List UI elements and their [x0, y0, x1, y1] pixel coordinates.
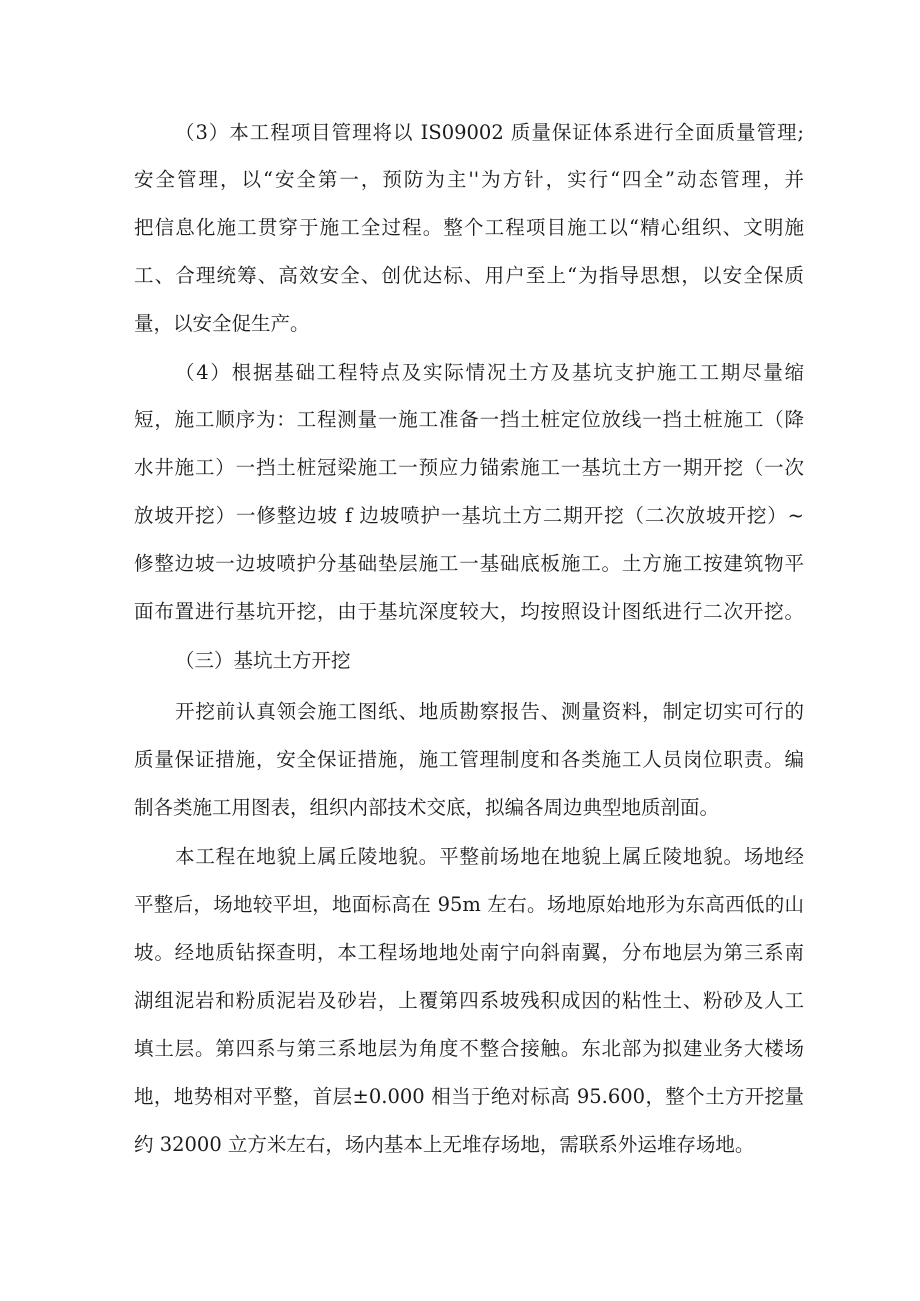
paragraph-1-line-4: 工、合理统筹、高效安全、创优达标、用户至上“为指导思想，以安全保质 [134, 264, 804, 287]
paragraph-1-line-1: （3）本工程项目管理将以 IS09002 质量保证体系进行全面质量管理; [175, 121, 804, 144]
paragraph-2-line-4: 放坡开挖）一修整边坡 f 边坡喷护一基坑土方二期开挖（二次放坡开挖）~ [134, 504, 804, 527]
section-heading: （三）基坑土方开挖 [175, 649, 351, 672]
paragraph-3-line-2: 质量保证措施，安全保证措施，施工管理制度和各类施工人员岗位职责。编 [134, 748, 804, 771]
paragraph-2-line-1: （4）根据基础工程特点及实际情况土方及基坑支护施工工期尽量缩 [175, 361, 804, 384]
paragraph-1-line-3: 把信息化施工贯穿于施工全过程。整个工程项目施工以“精心组织、文明施 [134, 216, 804, 239]
paragraph-2-line-3: 水井施工）一挡土桩冠梁施工一预应力锚索施工一基坑土方一期开挖（一次 [134, 456, 804, 479]
paragraph-4-line-1: 本工程在地貌上属丘陵地貌。平整前场地在地貌上属丘陵地貌。场地经 [175, 845, 804, 868]
paragraph-4-line-6: 地，地势相对平整，首层±0.000 相当于绝对标高 95.600，整个土方开挖量 [134, 1085, 804, 1108]
paragraph-4-line-2: 平整后，场地较平坦，地面标高在 95m 左右。场地原始地形为东高西低的山 [134, 893, 804, 916]
paragraph-1-line-2: 安全管理，以“安全第一，预防为主''为方针，实行“四全”动态管理，并 [134, 168, 804, 191]
paragraph-4-line-7: 约 32000 立方米左右，场内基本上无堆存场地，需联系外运堆存场地。 [134, 1133, 755, 1156]
paragraph-2-line-5: 修整边坡一边坡喷护分基础垫层施工一基础底板施工。土方施工按建筑物平 [134, 552, 804, 575]
paragraph-4-line-3: 坡。经地质钻探查明，本工程场地地处南宁向斜南翼，分布地层为第三系南 [134, 941, 804, 964]
paragraph-4-line-4: 湖组泥岩和粉质泥岩及砂岩，上覆第四系坡残积成因的粘性土、粉砂及人工 [134, 989, 804, 1012]
paragraph-2-line-6: 面布置进行基坑开挖，由于基坑深度较大，均按照设计图纸进行二次开挖。 [134, 600, 804, 623]
paragraph-3-line-1: 开挖前认真领会施工图纸、地质勘察报告、测量资料，制定切实可行的 [175, 700, 804, 723]
paragraph-4-line-5: 填土层。第四系与第三系地层为角度不整合接触。东北部为拟建业务大楼场 [134, 1037, 804, 1060]
paragraph-1-line-5: 量，以安全促生产。 [134, 312, 310, 335]
paragraph-2-line-2: 短，施工顺序为：工程测量一施工准备一挡土桩定位放线一挡土桩施工（降 [134, 408, 804, 431]
paragraph-3-line-3: 制各类施工用图表，组织内部技术交底，拟编各周边典型地质剖面。 [134, 796, 720, 819]
